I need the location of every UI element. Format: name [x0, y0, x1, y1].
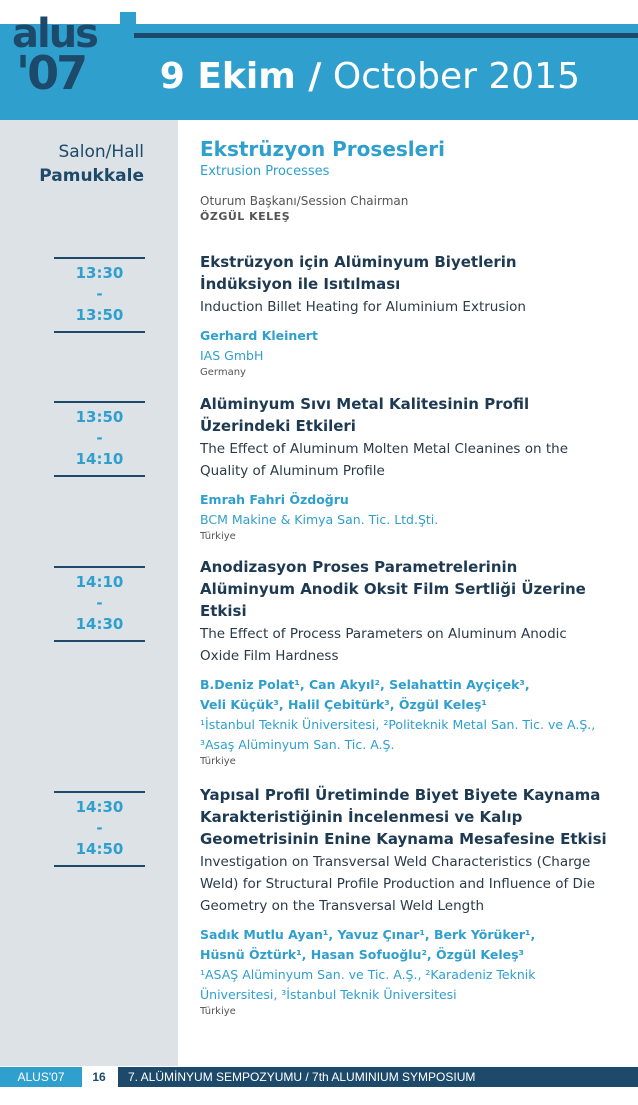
time-end: 14:10 [75, 450, 124, 468]
time-slot [54, 566, 145, 642]
time-separator: - [96, 285, 103, 303]
talk-affiliation: ¹ASAŞ Alüminyum San. ve Tic. A.Ş., ²Karadeniz Teknik Üniversitesi, ³İstanbul Teknik Üniversitesi [200, 967, 536, 1002]
time-end: 13:50 [75, 306, 124, 324]
logo-alus: alus [12, 11, 97, 57]
talk-country: Türkiye [200, 531, 236, 542]
footer-label: ALUS'07 [0, 1067, 82, 1087]
hall-name: Pamukkale [39, 166, 144, 186]
talk-title-tr: Ekstrüzyon için Alüminyum Biyetlerin İndüksiyon ile Isıtılması [200, 253, 517, 293]
talk-authors-line: Hüsnü Öztürk¹, Hasan Sofuoğlu², Özgül Keleş³ [200, 947, 525, 962]
talk-title-tr: Anodizasyon Proses Parametrelerinin Alüminyum Anodik Oksit Film Sertliği Üzerine Etkisi [200, 558, 586, 620]
time-start: 14:10 [75, 573, 124, 591]
talk-affiliation: IAS GmbH [200, 348, 264, 363]
talk-entry [200, 556, 610, 769]
page-footer [0, 1066, 638, 1105]
header-stripe [134, 33, 638, 38]
event-date-tr: 9 Ekim / [159, 56, 322, 97]
time-separator: - [96, 429, 103, 447]
footer-title: 7. ALÜMİNYUM SEMPOZYUMU / 7th ALUMINIUM SYMPOSIUM [118, 1067, 638, 1087]
talk-title-en: Investigation on Transversal Weld Characteristics (Charge Weld) for Structural Profile Production and Influence of Die Geometry on the Transversal Weld Length [200, 854, 596, 914]
session-title: Ekstrüzyon Prosesleri [200, 137, 445, 161]
talk-title-en: Induction Billet Heating for Aluminium Extrusion [200, 299, 526, 315]
time-start: 14:30 [75, 798, 124, 816]
talk-authors [200, 925, 610, 965]
talk-entry [200, 784, 610, 1019]
time-end: 14:30 [75, 615, 124, 633]
time-end: 14:50 [75, 840, 124, 858]
talk-title-en: The Effect of Aluminum Molten Metal Cleanines on the Quality of Aluminum Profile [200, 441, 569, 479]
page-number: 16 [92, 1070, 106, 1084]
talk-entry [200, 393, 610, 544]
time-start: 13:30 [75, 264, 124, 282]
talk-country: Türkiye [200, 1006, 236, 1017]
talk-authors-line: Sadık Mutlu Ayan¹, Yavuz Çınar¹, Berk Yörüker¹, [200, 927, 536, 942]
time-slot [54, 791, 145, 867]
talk-authors-line: Veli Küçük³, Halil Çebitürk³, Özgül Keleş¹ [200, 697, 487, 712]
logo-07: '07 [16, 46, 86, 100]
event-date [160, 56, 580, 98]
talk-entry [200, 251, 610, 380]
talk-authors-line: B.Deniz Polat¹, Can Akyıl², Selahattin Ayçiçek³, [200, 677, 530, 692]
talk-title-tr: Alüminyum Sıvı Metal Kalitesinin Profil Üzerindeki Etkileri [200, 395, 530, 435]
hall-caption: Salon/Hall [58, 142, 144, 162]
page-header [0, 0, 638, 120]
session-subtitle: Extrusion Processes [200, 164, 330, 179]
chair-name: ÖZGÜL KELEŞ [200, 210, 291, 223]
time-start: 13:50 [75, 408, 124, 426]
talk-authors: Gerhard Kleinert [200, 328, 318, 343]
time-slot [54, 257, 145, 333]
talk-country: Germany [200, 367, 246, 378]
time-slot [54, 401, 145, 477]
talk-title-en: The Effect of Process Parameters on Aluminum Anodic Oxide Film Hardness [200, 626, 567, 664]
time-separator: - [96, 594, 103, 612]
event-date-en: October 2015 [332, 56, 580, 97]
talk-country: Türkiye [200, 756, 236, 767]
talk-title-tr: Yapısal Profil Üretiminde Biyet Biyete Kaynama Karakteristiğinin İncelenmesi ve Kalıp Geometrisinin Enine Kaynama Mesafesine Etkisi [200, 786, 607, 848]
talk-authors [200, 675, 610, 715]
talk-affiliation: ¹İstanbul Teknik Üniversitesi, ²Politeknik Metal San. Tic. ve A.Ş., ³Asaş Alüminyum San. Tic. A.Ş. [200, 717, 596, 752]
talk-affiliation: BCM Makine & Kimya San. Tic. Ltd.Şti. [200, 512, 439, 527]
chair-label: Oturum Başkanı/Session Chairman [200, 194, 409, 208]
hall-label [0, 140, 144, 188]
logo-accent-square [120, 12, 136, 24]
talk-authors: Emrah Fahri Özdoğru [200, 492, 349, 507]
time-separator: - [96, 819, 103, 837]
